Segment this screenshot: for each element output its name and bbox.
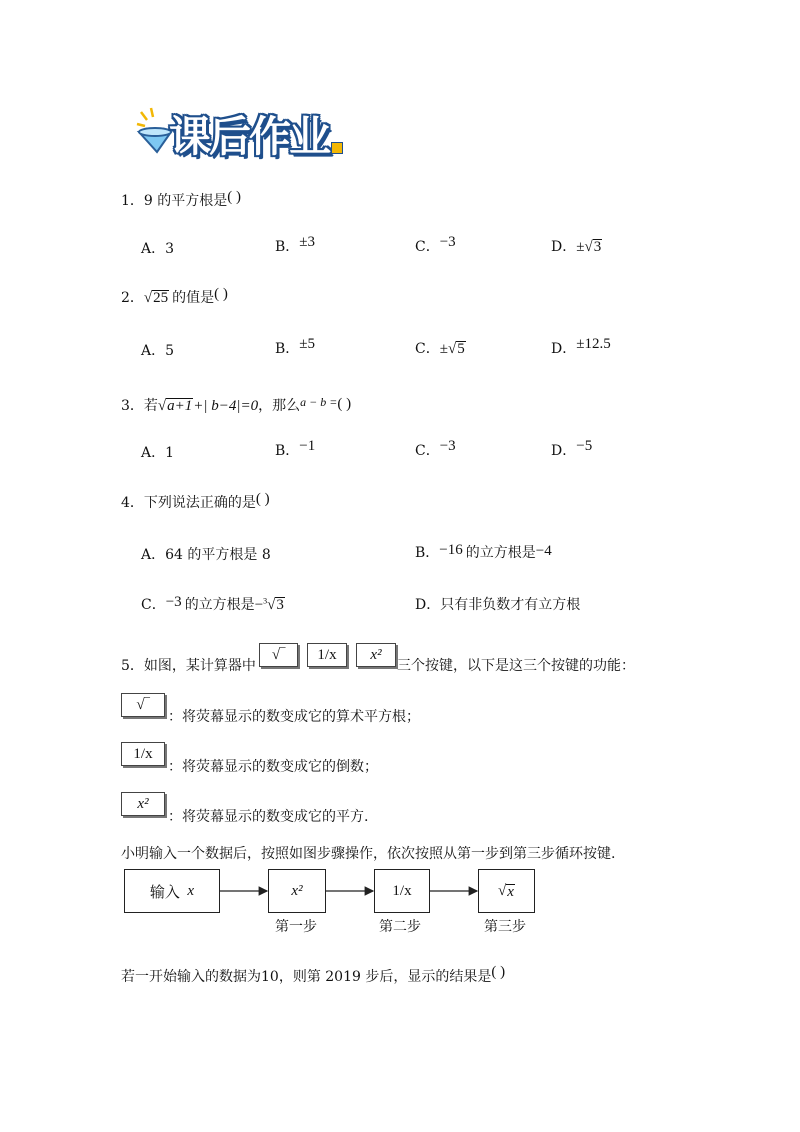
flow-input-box: 输入 x xyxy=(124,869,220,913)
q3-option-d: D．−5 xyxy=(551,438,593,459)
q2-option-c: C．±√5 xyxy=(415,341,465,357)
q3-option-a: A．1 xyxy=(141,445,175,461)
q1-option-c: C．−3 xyxy=(415,234,456,255)
flow-step3-label: 第三步 xyxy=(484,919,526,935)
answer-paren: ( ) xyxy=(214,286,228,302)
q4-option-c: C．−3 的立方根是−$^3$√3 xyxy=(141,594,284,613)
answer-paren: ( ) xyxy=(255,491,270,507)
q2-option-d: D．±12.5 xyxy=(551,336,611,357)
question-2: 2．√25 的值是( ) xyxy=(121,286,228,306)
key-sqrt-legend: √‾ xyxy=(121,693,165,717)
q5-intro-post: 三个按键，以下是这三个按键的功能： xyxy=(397,658,635,674)
flow-step2-label: 第二步 xyxy=(379,919,421,935)
question-1 xyxy=(121,190,241,210)
header-logo xyxy=(135,100,345,162)
q1-stem: 1．9 的平方根是 xyxy=(121,193,228,209)
flow-step3-box: √ x xyxy=(478,869,535,913)
q4-option-a: A．64 的平方根是 8 xyxy=(141,547,271,563)
header-deco-square xyxy=(331,142,343,154)
q4-option-b: B．−16 的立方根是−4 xyxy=(415,542,552,561)
q1-option-d: D．±√3 xyxy=(551,239,602,255)
func-reciprocal-text: ：将荧幕显示的数变成它的倒数； xyxy=(168,759,378,775)
q1-option-a: A．3 xyxy=(141,241,175,257)
q2-option-a: A．5 xyxy=(141,343,175,359)
func-sqrt-text: ：将荧幕显示的数变成它的算术平方根； xyxy=(168,709,420,725)
question-4: 4．下列说法正确的是( ) xyxy=(121,491,270,511)
q5-procedure-line: 小明输入一个数据后，按照如图步骤操作，依次按照从第一步到第三步循环按键. xyxy=(121,846,616,862)
func-square-text: ：将荧幕显示的数变成它的平方. xyxy=(168,809,369,825)
q3-option-c: C．−3 xyxy=(415,438,456,459)
key-reciprocal-legend: 1/x xyxy=(121,742,165,766)
key-square: x² xyxy=(356,643,396,667)
answer-paren: ( ) xyxy=(337,396,352,412)
flow-step1-label: 第一步 xyxy=(275,919,317,935)
question-3: 3．若√a+1+| b−4|=0，那么a − b =( ) xyxy=(121,395,352,414)
key-sqrt: √‾ xyxy=(259,643,298,667)
header-title: 课后作业 xyxy=(169,112,330,161)
flow-step2-box: 1/x xyxy=(374,869,430,913)
q2-option-b: B．±5 xyxy=(275,336,316,357)
q5-question: 若一开始输入的数据为10，则第 2019 步后，显示的结果是( ) xyxy=(121,964,506,985)
flow-step1-box: x² xyxy=(268,869,326,913)
q4-option-d: D．只有非负数才有立方根 xyxy=(415,597,581,613)
q1-option-b: B．±3 xyxy=(275,234,316,255)
key-reciprocal: 1/x xyxy=(307,643,347,667)
q2-radicand: 25 xyxy=(153,290,169,306)
answer-paren: ( ) xyxy=(491,964,506,980)
answer-paren: ( ) xyxy=(227,189,242,205)
key-square-legend: x² xyxy=(121,792,165,816)
q3-option-b: B．−1 xyxy=(275,438,316,459)
q3-radicand: a+1 xyxy=(167,398,193,414)
q5-intro-pre: 5．如图，某计算器中 xyxy=(121,658,256,674)
